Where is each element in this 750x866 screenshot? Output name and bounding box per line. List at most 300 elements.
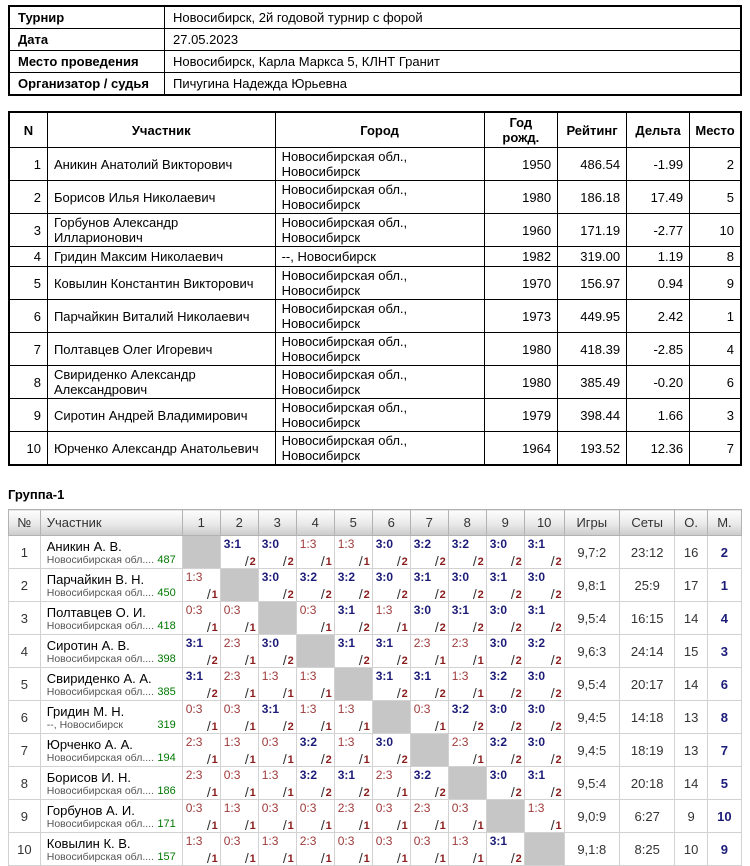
- handicap-slash: /: [434, 784, 439, 800]
- handicap-value: 2: [439, 787, 446, 799]
- diagonal-cell: [220, 569, 258, 602]
- match-score: 3:2: [527, 636, 546, 650]
- group-row-number: 3: [9, 602, 41, 635]
- handicap-slash: /: [320, 619, 325, 635]
- match-result-cell: [372, 800, 410, 833]
- match-result-cell: [334, 734, 372, 767]
- diagonal-cell: [334, 668, 372, 701]
- participant-subline: [47, 785, 178, 797]
- handicap-value: 1: [249, 688, 256, 700]
- handicap-value: 1: [477, 820, 484, 832]
- group-row: [9, 635, 742, 668]
- match-result-cell: [410, 635, 448, 668]
- match-score: 3:1: [413, 570, 432, 584]
- participant-cell: 0.94: [627, 267, 690, 300]
- match-result-cell: [486, 701, 524, 734]
- handicap-slash: /: [282, 718, 287, 734]
- points-value: 13: [675, 734, 707, 767]
- match-result-cell: [448, 602, 486, 635]
- participant-cell: 1982: [484, 247, 558, 267]
- participant-cell: Новосибирская обл., Новосибирск: [275, 148, 484, 181]
- match-result-cell: [448, 800, 486, 833]
- match-score: 0:3: [375, 801, 393, 815]
- points-value: 17: [675, 569, 707, 602]
- games-summary: 9,1:8: [564, 833, 619, 866]
- handicap-value: 1: [401, 787, 408, 799]
- points-value: 13: [675, 701, 707, 734]
- participant-cell: Новосибирская обл., Новосибирск: [275, 300, 484, 333]
- match-score: 3:2: [451, 537, 470, 551]
- points-value: 15: [675, 635, 707, 668]
- points-value: 16: [675, 536, 707, 569]
- group-row-number: 1: [9, 536, 41, 569]
- match-result-cell: [448, 734, 486, 767]
- match-score: 1:3: [299, 702, 317, 716]
- participant-rating: 194: [157, 751, 176, 764]
- handicap-slash: /: [396, 850, 401, 866]
- group-participant-cell: [40, 734, 182, 767]
- match-result-cell: [220, 701, 258, 734]
- match-result-cell: [296, 569, 334, 602]
- participant-subline: [47, 752, 178, 764]
- match-score: 1:3: [299, 537, 317, 551]
- participant-row: [9, 300, 741, 333]
- participant-rating: 157: [157, 850, 176, 863]
- handicap-slash: /: [550, 685, 555, 701]
- match-result-cell: [334, 833, 372, 866]
- participant-rating: 450: [157, 586, 176, 599]
- handicap-value: 2: [325, 589, 332, 601]
- handicap-slash: /: [282, 784, 287, 800]
- match-score: 1:3: [261, 669, 279, 683]
- match-result-cell: [258, 536, 296, 569]
- match-score: 0:3: [223, 603, 241, 617]
- participant-region: Новосибирская обл....: [46, 784, 155, 797]
- points-value: 14: [675, 767, 707, 800]
- handicap-slash: /: [396, 685, 401, 701]
- games-summary: 9,4:5: [564, 734, 619, 767]
- match-score: 3:1: [261, 702, 280, 716]
- match-score: 1:3: [527, 801, 545, 815]
- participant-region: Новосибирская обл....: [46, 850, 155, 863]
- match-result-cell: [220, 800, 258, 833]
- handicap-value: 1: [363, 721, 370, 733]
- participant-cell: Новосибирская обл., Новосибирск: [275, 432, 484, 466]
- participant-cell: 8: [690, 247, 741, 267]
- handicap-slash: /: [396, 784, 401, 800]
- group-row-number: 2: [9, 569, 41, 602]
- participant-cell: Новосибирская обл., Новосибирск: [275, 267, 484, 300]
- participants-col-header: Год рожд.: [484, 112, 558, 148]
- match-score: 1:3: [337, 537, 355, 551]
- group-participant-cell: [40, 833, 182, 866]
- handicap-slash: /: [358, 652, 363, 668]
- participant-cell: 1980: [484, 181, 558, 214]
- match-result-cell: [524, 602, 564, 635]
- handicap-value: 1: [211, 820, 218, 832]
- handicap-slash: /: [282, 817, 287, 833]
- participant-cell: 4: [690, 333, 741, 366]
- participant-cell: Гридин Максим Николаевич: [47, 247, 275, 267]
- participant-cell: Ковылин Константин Викторович: [47, 267, 275, 300]
- participant-cell: 7: [690, 432, 741, 466]
- match-result-cell: [486, 635, 524, 668]
- handicap-value: 1: [363, 820, 370, 832]
- handicap-slash: /: [320, 586, 325, 602]
- group-row: [9, 833, 742, 866]
- info-label: Место проведения: [9, 51, 165, 73]
- match-score: 3:2: [451, 702, 470, 716]
- handicap-slash: /: [244, 817, 249, 833]
- handicap-slash: /: [550, 751, 555, 767]
- match-result-cell: [486, 833, 524, 866]
- group-row-number: 7: [9, 734, 41, 767]
- handicap-slash: /: [472, 586, 477, 602]
- participant-cell: 10: [690, 214, 741, 247]
- participant-region: Новосибирская обл....: [46, 553, 155, 566]
- match-score: 3:0: [527, 570, 546, 584]
- diagonal-cell: [372, 701, 410, 734]
- match-score: 3:2: [413, 768, 432, 782]
- handicap-value: 1: [401, 853, 408, 865]
- sets-summary: 8:25: [619, 833, 674, 866]
- match-result-cell: [486, 536, 524, 569]
- handicap-value: 2: [515, 556, 522, 568]
- handicap-slash: /: [206, 751, 211, 767]
- handicap-value: 2: [477, 589, 484, 601]
- group-participant-cell: [40, 701, 182, 734]
- group-row-number: 9: [9, 800, 41, 833]
- handicap-value: 1: [401, 622, 408, 634]
- match-result-cell: [524, 569, 564, 602]
- match-score: 3:0: [489, 636, 508, 650]
- handicap-slash: /: [244, 751, 249, 767]
- match-score: 3:0: [413, 603, 432, 617]
- match-result-cell: [410, 569, 448, 602]
- info-row: [9, 73, 741, 96]
- participant-subline: [47, 851, 178, 863]
- handicap-slash: /: [510, 586, 515, 602]
- handicap-slash: /: [396, 619, 401, 635]
- handicap-value: 2: [363, 589, 370, 601]
- participant-row: [9, 247, 741, 267]
- match-score: 0:3: [299, 603, 317, 617]
- info-value: Пичугина Надежда Юрьевна: [165, 73, 742, 96]
- group-title: Группа-1: [8, 487, 65, 502]
- match-result-cell: [182, 767, 220, 800]
- match-result-cell: [334, 635, 372, 668]
- handicap-value: 1: [249, 754, 256, 766]
- match-score: 3:1: [413, 669, 432, 683]
- info-value: Новосибирск, Карла Маркса 5, КЛНТ Гранит: [165, 51, 742, 73]
- group-header-row: [9, 510, 742, 536]
- participant-rating: 171: [157, 817, 176, 830]
- match-result-cell: [486, 602, 524, 635]
- participant-cell: 186.18: [558, 181, 627, 214]
- match-score: 2:3: [299, 834, 317, 848]
- place-value: 4: [707, 602, 741, 635]
- match-score: 3:0: [527, 702, 546, 716]
- place-value: 2: [707, 536, 741, 569]
- handicap-slash: /: [282, 685, 287, 701]
- handicap-slash: /: [510, 685, 515, 701]
- match-result-cell: [410, 767, 448, 800]
- participant-cell: 8: [9, 366, 47, 399]
- match-score: 0:3: [185, 801, 203, 815]
- group-row: [9, 767, 742, 800]
- handicap-slash: /: [510, 784, 515, 800]
- participant-name: Аникин А. В.: [46, 538, 122, 554]
- handicap-value: 1: [287, 787, 294, 799]
- group-participant-cell: [40, 569, 182, 602]
- place-value: 7: [707, 734, 741, 767]
- handicap-slash: /: [550, 586, 555, 602]
- handicap-slash: /: [510, 619, 515, 635]
- handicap-value: 2: [555, 622, 562, 634]
- match-result-cell: [296, 602, 334, 635]
- match-score: 3:0: [375, 735, 394, 749]
- participants-col-header: Город: [275, 112, 484, 148]
- handicap-value: 2: [515, 721, 522, 733]
- diagonal-cell: [296, 635, 334, 668]
- sets-summary: 23:12: [619, 536, 674, 569]
- handicap-value: 1: [325, 721, 332, 733]
- place-value: 6: [707, 668, 741, 701]
- match-result-cell: [296, 833, 334, 866]
- participant-name: Парчайкин В. Н.: [46, 571, 145, 587]
- match-result-cell: [258, 569, 296, 602]
- participant-cell: --, Новосибирск: [275, 247, 484, 267]
- place-value: 1: [707, 569, 741, 602]
- handicap-slash: /: [358, 751, 363, 767]
- points-value: 14: [675, 602, 707, 635]
- handicap-slash: /: [282, 850, 287, 866]
- participant-cell: 12.36: [627, 432, 690, 466]
- handicap-value: 2: [515, 754, 522, 766]
- handicap-slash: /: [320, 751, 325, 767]
- handicap-slash: /: [550, 619, 555, 635]
- handicap-value: 1: [211, 853, 218, 865]
- participant-region: Новосибирская обл....: [46, 619, 155, 632]
- match-result-cell: [372, 734, 410, 767]
- place-value: 5: [707, 767, 741, 800]
- group-col-opponent: 3: [258, 510, 296, 536]
- participant-cell: Новосибирская обл., Новосибирск: [275, 366, 484, 399]
- handicap-value: 2: [515, 853, 522, 865]
- handicap-slash: /: [472, 619, 477, 635]
- handicap-value: 1: [325, 853, 332, 865]
- match-result-cell: [524, 635, 564, 668]
- match-result-cell: [410, 800, 448, 833]
- participants-col-header: Дельта: [627, 112, 690, 148]
- handicap-value: 2: [439, 589, 446, 601]
- handicap-slash: /: [320, 718, 325, 734]
- diagonal-cell: [182, 536, 220, 569]
- match-result-cell: [524, 734, 564, 767]
- match-score: 3:0: [489, 537, 508, 551]
- handicap-value: 1: [249, 622, 256, 634]
- group-row-number: 5: [9, 668, 41, 701]
- games-summary: 9,6:3: [564, 635, 619, 668]
- participant-cell: 156.97: [558, 267, 627, 300]
- handicap-slash: /: [472, 718, 477, 734]
- info-value: Новосибирск, 2й годовой турнир с форой: [165, 6, 742, 29]
- match-score: 3:0: [375, 570, 394, 584]
- participant-cell: 398.44: [558, 399, 627, 432]
- participant-region: Новосибирская обл....: [46, 751, 155, 764]
- handicap-value: 1: [249, 820, 256, 832]
- games-summary: 9,0:9: [564, 800, 619, 833]
- match-score: 0:3: [223, 834, 241, 848]
- match-result-cell: [372, 569, 410, 602]
- handicap-value: 1: [555, 820, 562, 832]
- handicap-value: 2: [515, 622, 522, 634]
- match-score: 3:1: [375, 636, 394, 650]
- diagonal-cell: [410, 734, 448, 767]
- handicap-slash: /: [282, 553, 287, 569]
- handicap-slash: /: [244, 553, 249, 569]
- match-score: 2:3: [223, 669, 241, 683]
- match-result-cell: [334, 800, 372, 833]
- handicap-slash: /: [282, 652, 287, 668]
- handicap-slash: /: [206, 850, 211, 866]
- match-result-cell: [182, 569, 220, 602]
- match-score: 1:3: [337, 702, 355, 716]
- participant-cell: 1.66: [627, 399, 690, 432]
- handicap-value: 2: [287, 556, 294, 568]
- handicap-value: 2: [401, 688, 408, 700]
- match-result-cell: [258, 800, 296, 833]
- handicap-slash: /: [550, 652, 555, 668]
- match-result-cell: [182, 833, 220, 866]
- participant-cell: 7: [9, 333, 47, 366]
- match-result-cell: [410, 602, 448, 635]
- handicap-slash: /: [550, 553, 555, 569]
- sets-summary: 18:19: [619, 734, 674, 767]
- handicap-value: 2: [515, 655, 522, 667]
- match-score: 3:0: [261, 537, 280, 551]
- match-result-cell: [524, 536, 564, 569]
- match-result-cell: [372, 602, 410, 635]
- participant-name: Юрченко А. А.: [46, 736, 133, 752]
- handicap-slash: /: [510, 850, 515, 866]
- handicap-slash: /: [358, 718, 363, 734]
- handicap-slash: /: [206, 817, 211, 833]
- handicap-value: 1: [477, 853, 484, 865]
- handicap-slash: /: [434, 553, 439, 569]
- match-score: 2:3: [185, 768, 203, 782]
- handicap-value: 2: [555, 721, 562, 733]
- handicap-slash: /: [550, 784, 555, 800]
- group-participant-cell: [40, 668, 182, 701]
- match-score: 3:1: [451, 603, 470, 617]
- handicap-slash: /: [320, 685, 325, 701]
- sets-summary: 14:18: [619, 701, 674, 734]
- handicap-slash: /: [434, 817, 439, 833]
- handicap-value: 2: [401, 754, 408, 766]
- handicap-slash: /: [434, 586, 439, 602]
- participant-subline: [47, 818, 178, 830]
- participant-cell: 1964: [484, 432, 558, 466]
- handicap-value: 1: [211, 589, 218, 601]
- group-col-points: О.: [675, 510, 707, 536]
- match-result-cell: [220, 767, 258, 800]
- handicap-value: 2: [515, 688, 522, 700]
- participant-rating: 186: [157, 784, 176, 797]
- participant-cell: 1950: [484, 148, 558, 181]
- match-result-cell: [334, 701, 372, 734]
- participant-cell: 1973: [484, 300, 558, 333]
- games-summary: 9,5:4: [564, 767, 619, 800]
- handicap-value: 2: [477, 556, 484, 568]
- diagonal-cell: [448, 767, 486, 800]
- match-result-cell: [486, 734, 524, 767]
- handicap-slash: /: [358, 553, 363, 569]
- participants-table: [8, 111, 742, 466]
- handicap-value: 2: [401, 655, 408, 667]
- participant-row: [9, 148, 741, 181]
- match-score: 3:0: [527, 735, 546, 749]
- group-col-num: №: [9, 510, 41, 536]
- participant-cell: Новосибирская обл., Новосибирск: [275, 333, 484, 366]
- group-col-opponent: 9: [486, 510, 524, 536]
- handicap-value: 2: [211, 655, 218, 667]
- handicap-slash: /: [358, 784, 363, 800]
- match-score: 3:2: [299, 768, 318, 782]
- participant-row: [9, 181, 741, 214]
- group-row: [9, 701, 742, 734]
- group-col-opponent: 1: [182, 510, 220, 536]
- handicap-value: 1: [363, 556, 370, 568]
- handicap-value: 2: [477, 622, 484, 634]
- handicap-slash: /: [358, 586, 363, 602]
- match-result-cell: [372, 536, 410, 569]
- handicap-slash: /: [550, 817, 555, 833]
- participant-name: Ковылин К. В.: [46, 835, 131, 851]
- participant-cell: Юрченко Александр Анатольевич: [47, 432, 275, 466]
- handicap-slash: /: [434, 619, 439, 635]
- participant-cell: -1.99: [627, 148, 690, 181]
- match-result-cell: [486, 668, 524, 701]
- handicap-slash: /: [244, 685, 249, 701]
- match-score: 2:3: [337, 801, 355, 815]
- match-score: 3:0: [489, 702, 508, 716]
- handicap-slash: /: [244, 784, 249, 800]
- handicap-value: 2: [401, 556, 408, 568]
- handicap-slash: /: [206, 685, 211, 701]
- handicap-value: 1: [363, 754, 370, 766]
- match-result-cell: [524, 800, 564, 833]
- group-row-number: 8: [9, 767, 41, 800]
- handicap-slash: /: [472, 685, 477, 701]
- participant-cell: Новосибирская обл., Новосибирск: [275, 181, 484, 214]
- participant-cell: 6: [9, 300, 47, 333]
- match-score: 3:2: [413, 537, 432, 551]
- match-score: 3:0: [489, 603, 508, 617]
- sets-summary: 20:18: [619, 767, 674, 800]
- match-result-cell: [334, 602, 372, 635]
- diagonal-cell: [524, 833, 564, 866]
- match-result-cell: [182, 800, 220, 833]
- sets-summary: 25:9: [619, 569, 674, 602]
- participant-name: Полтавцев О. И.: [46, 604, 146, 620]
- handicap-value: 1: [211, 721, 218, 733]
- match-result-cell: [448, 833, 486, 866]
- participant-subline: [47, 620, 178, 632]
- participant-cell: 9: [9, 399, 47, 432]
- participant-subline: [47, 653, 178, 665]
- match-result-cell: [372, 833, 410, 866]
